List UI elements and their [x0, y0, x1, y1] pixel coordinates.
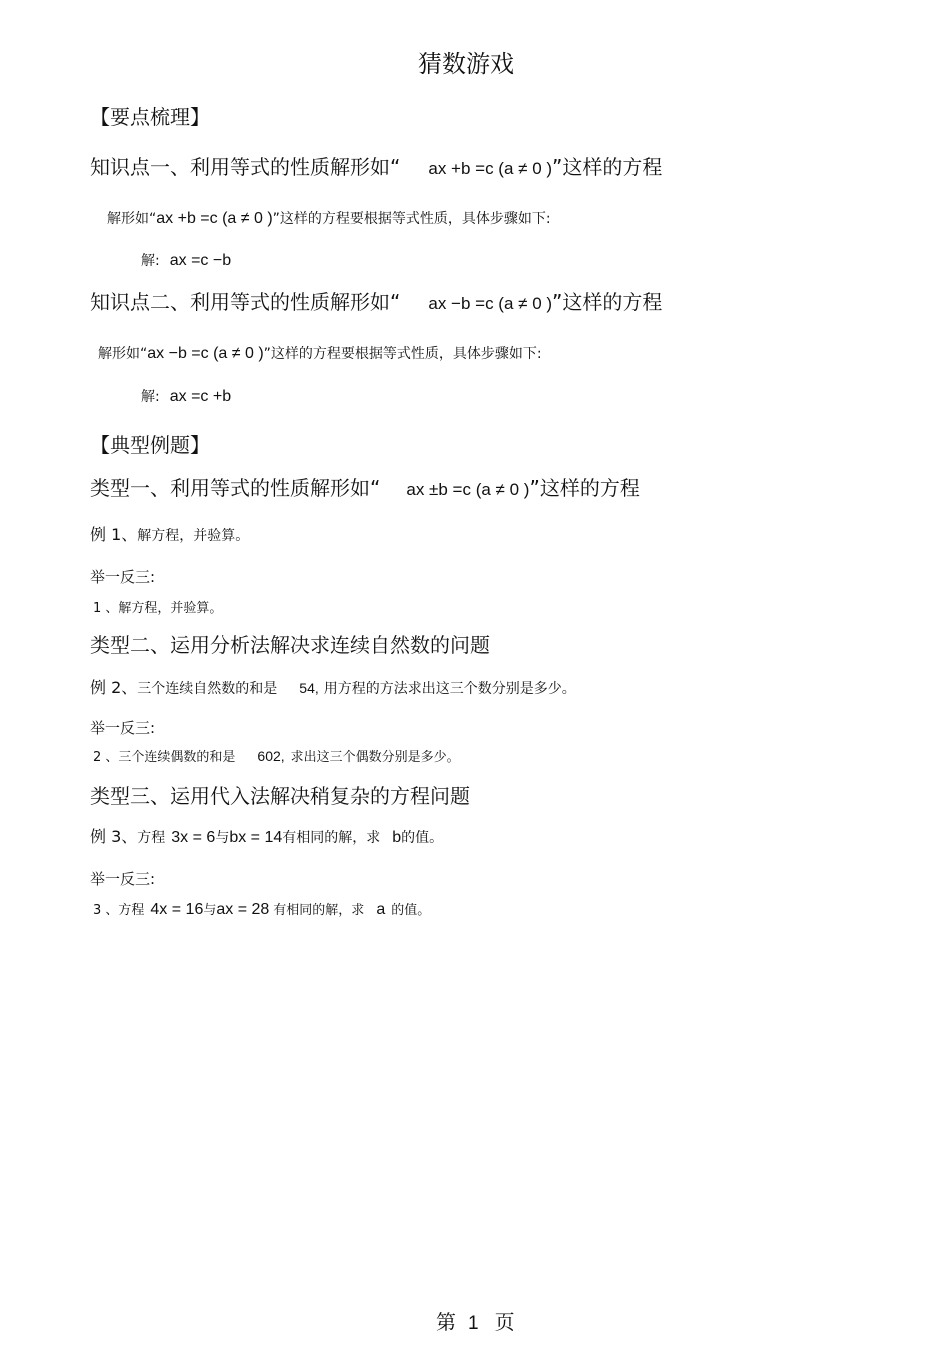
type1-heading-suffix: ”这样的方程 — [529, 476, 640, 500]
practice-label-2: 举一反三: — [90, 719, 156, 737]
example-3-text-c: 有相同的解，求 — [282, 830, 381, 846]
practice-2-number: 602, — [257, 748, 285, 764]
practice-label-3: 举一反三: — [90, 870, 156, 888]
kp1-desc-prefix: 解形如“ — [107, 211, 157, 227]
example-3-text-a: 方程 — [137, 830, 166, 846]
page-number-value: 1 — [468, 1313, 479, 1334]
practice-3-eq2: ax = 28 — [216, 901, 270, 918]
practice-3-eq1: 4x = 16 — [150, 901, 204, 918]
type1-heading — [90, 472, 640, 501]
page-title: 猜数游戏 — [418, 50, 514, 78]
example-2-text-b: 用方程的方法求出这三个数分别是多少。 — [323, 681, 576, 697]
kp2-description — [98, 343, 542, 363]
example-2 — [90, 675, 576, 698]
kp2-heading — [90, 286, 662, 315]
kp2-desc-suffix: ”这样的方程要根据等式性质，具体步骤如下: — [263, 346, 542, 362]
example-3-label: 例 3、 — [90, 827, 138, 846]
kp2-heading-prefix: 知识点二、利用等式的性质解形如“ — [90, 290, 401, 314]
example-3 — [90, 824, 443, 847]
page-number — [436, 1306, 515, 1335]
kp2-heading-suffix: ”这样的方程 — [552, 290, 663, 314]
practice-3-text-b: 与 — [203, 903, 217, 918]
kp1-desc-formula: ax +b =c (a ≠ 0 ) — [156, 210, 273, 227]
kp2-desc-prefix: 解形如“ — [98, 346, 148, 362]
kp1-solution-label: 解: — [141, 253, 160, 269]
example-3-eq1: 3x = 6 — [171, 829, 216, 846]
practice-3-var: a — [376, 901, 386, 918]
kp1-heading-suffix: ”这样的方程 — [552, 155, 663, 179]
example-3-text-b: 与 — [215, 830, 230, 846]
practice-item-3 — [93, 899, 430, 919]
practice-2-text-b: 求出这三个偶数分别是多少。 — [290, 750, 460, 765]
type3-heading: 类型三、运用代入法解决稍复杂的方程问题 — [90, 784, 470, 808]
kp1-heading — [90, 151, 662, 180]
practice-3-text-a: 3 、方程 — [93, 903, 145, 918]
example-2-label: 例 2、 — [90, 678, 138, 697]
page-number-prefix: 第 — [436, 1310, 456, 1334]
practice-item-1: 1 、解方程，并验算。 — [93, 601, 223, 616]
practice-3-text-d: 的值。 — [391, 903, 431, 918]
kp1-desc-suffix: ”这样的方程要根据等式性质，具体步骤如下: — [272, 211, 551, 227]
type2-heading: 类型二、运用分析法解决求连续自然数的问题 — [90, 633, 490, 657]
kp1-heading-prefix: 知识点一、利用等式的性质解形如“ — [90, 155, 401, 179]
example-2-number: 54, — [299, 680, 319, 696]
section-examples: 【典型例题】 — [90, 433, 210, 457]
example-3-text-d: 的值。 — [401, 830, 444, 846]
kp2-solution-label: 解: — [141, 389, 160, 405]
page-number-suffix: 页 — [494, 1310, 515, 1334]
kp2-solution — [141, 386, 231, 406]
kp2-heading-formula: ax −b =c (a ≠ 0 ) — [428, 294, 553, 313]
example-2-text-a: 三个连续自然数的和是 — [137, 681, 278, 697]
section-key-points: 【要点梳理】 — [90, 105, 210, 129]
type1-heading-formula: ax ±b =c (a ≠ 0 ) — [406, 480, 530, 499]
kp1-description — [107, 208, 551, 228]
type1-heading-prefix: 类型一、利用等式的性质解形如“ — [90, 476, 381, 500]
kp2-desc-formula: ax −b =c (a ≠ 0 ) — [147, 345, 264, 362]
kp1-solution-formula: ax =c −b — [169, 252, 232, 269]
kp1-solution — [141, 250, 231, 270]
example-3-var: b — [392, 829, 402, 846]
practice-item-2 — [93, 746, 460, 765]
practice-2-text-a: 2 、三个连续偶数的和是 — [93, 750, 236, 765]
example-3-eq2: bx = 14 — [229, 829, 283, 846]
practice-3-text-c: 有相同的解，求 — [273, 903, 365, 918]
example-1 — [90, 522, 249, 545]
practice-label-1: 举一反三: — [90, 568, 156, 586]
kp2-solution-formula: ax =c +b — [169, 388, 232, 405]
kp1-heading-formula: ax +b =c (a ≠ 0 ) — [428, 159, 553, 178]
example-1-label: 例 1、 — [90, 525, 138, 544]
example-1-text: 解方程，并验算。 — [137, 528, 250, 544]
